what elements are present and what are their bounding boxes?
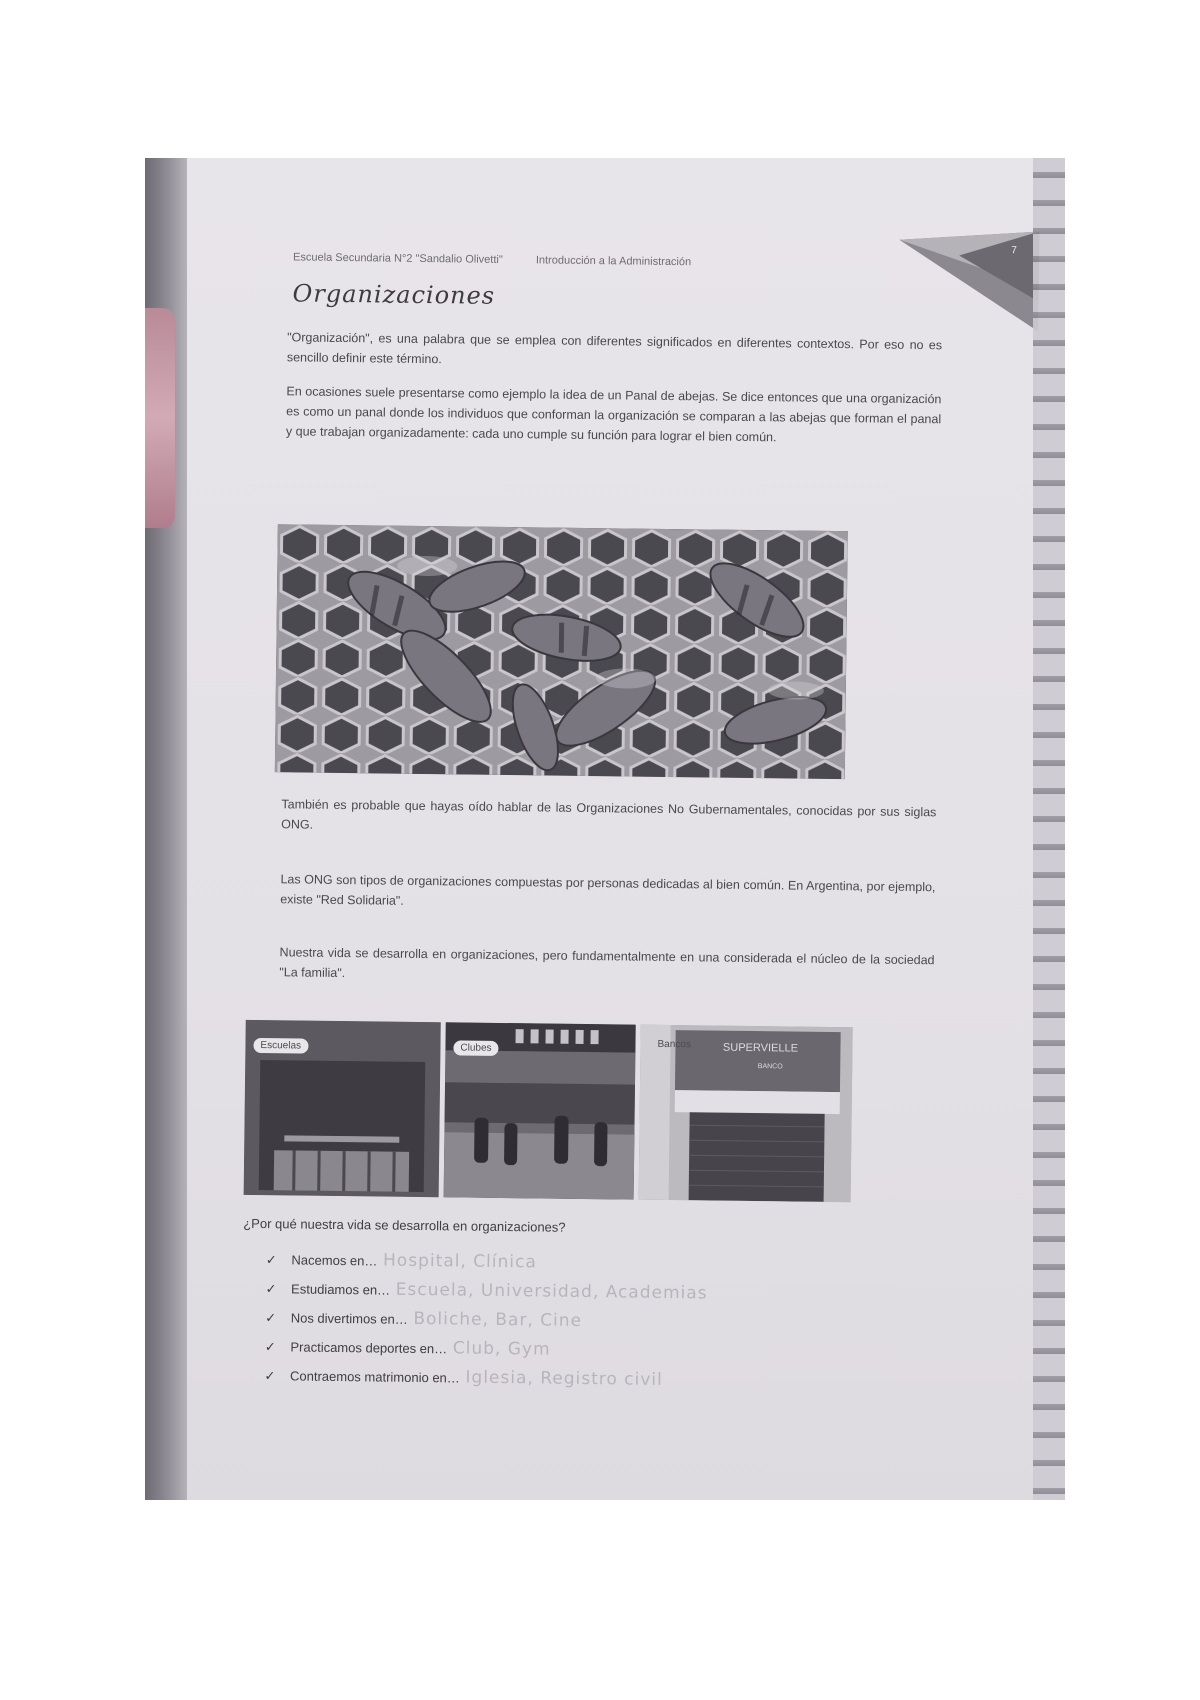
escuelas-tag: Escuelas xyxy=(253,1038,308,1054)
check-icon: ✓ xyxy=(265,1281,277,1297)
check-icon: ✓ xyxy=(265,1252,277,1268)
paragraph-1: "Organización", es una palabra que se emplea con diferentes significados en diferentes contextos. Por eso no es sencillo definir este término. xyxy=(286,330,943,367)
handwritten-answer: Hospital, Clínica xyxy=(382,1250,537,1273)
handwritten-answer: Escuela, Universidad, Academias xyxy=(395,1279,708,1304)
list-item-label: Nos divertimos en… xyxy=(290,1310,408,1327)
list-item-label: Nacemos en… xyxy=(291,1252,378,1269)
handwritten-answer: Boliche, Bar, Cine xyxy=(413,1308,583,1331)
list-item-label: Practicamos deportes en… xyxy=(290,1339,448,1357)
paragraph-5: Nuestra vida se desarrolla en organizaciones, pero fundamentalmente en una considerada el núcleo de la sociedad "La familia". xyxy=(279,945,935,981)
school-name: Escuela Secundaria N°2 "Sandalio Olivetti" xyxy=(293,251,503,266)
checklist xyxy=(264,1249,708,1399)
page-title: Organizaciones xyxy=(292,279,496,310)
check-icon: ✓ xyxy=(265,1310,277,1326)
bank-sign: SUPERVIELLE xyxy=(722,1041,799,1055)
page-header xyxy=(293,251,721,268)
notebook-photo xyxy=(145,158,1065,1500)
notebook-page xyxy=(187,158,1033,1500)
organizations-photo-strip xyxy=(244,1020,866,1213)
bancos-tag: Bancos xyxy=(657,1038,691,1051)
check-icon: ✓ xyxy=(264,1368,276,1384)
club-photo xyxy=(444,1022,636,1199)
page-number: 7 xyxy=(1011,245,1017,257)
list-item xyxy=(264,1365,706,1399)
handwritten-answer: Club, Gym xyxy=(452,1338,551,1360)
subject-name: Introducción a la Administración xyxy=(535,254,692,269)
check-icon: ✓ xyxy=(264,1339,276,1355)
handwritten-answer: Iglesia, Registro civil xyxy=(465,1367,663,1390)
question-text: ¿Por qué nuestra vida se desarrolla en organizaciones? xyxy=(243,1215,566,1235)
honeycomb-bees-image xyxy=(275,524,848,779)
spiral-binding xyxy=(1033,158,1065,1500)
clubes-tag: Clubes xyxy=(453,1040,498,1056)
paragraph-3: También es probable que hayas oído hablar de las Organizaciones No Gubernamentales, conocidas por sus siglas ONG. xyxy=(281,797,937,832)
school-photo xyxy=(244,1020,441,1197)
corner-decoration xyxy=(898,230,1039,332)
list-item-label: Contraemos matrimonio en… xyxy=(289,1368,460,1386)
bank-sign-sub: BANCO xyxy=(757,1063,783,1071)
list-item-label: Estudiamos en… xyxy=(291,1281,391,1298)
bank-photo xyxy=(639,1025,853,1203)
paragraph-2: En ocasiones suele presentarse como ejemplo la idea de un Panal de abejas. Se dice entonces que una organización es como un panal donde los individuos que conforman la organización se comparan a las abejas que forman el panal y que trabajan organizadamente: cada uno cumple su función para lograr el bien común. xyxy=(285,384,942,445)
paragraph-4: Las ONG son tipos de organizaciones compuestas por personas dedicadas al bien común. En Argentina, por ejemplo, existe "Red Solidaria". xyxy=(280,872,936,908)
